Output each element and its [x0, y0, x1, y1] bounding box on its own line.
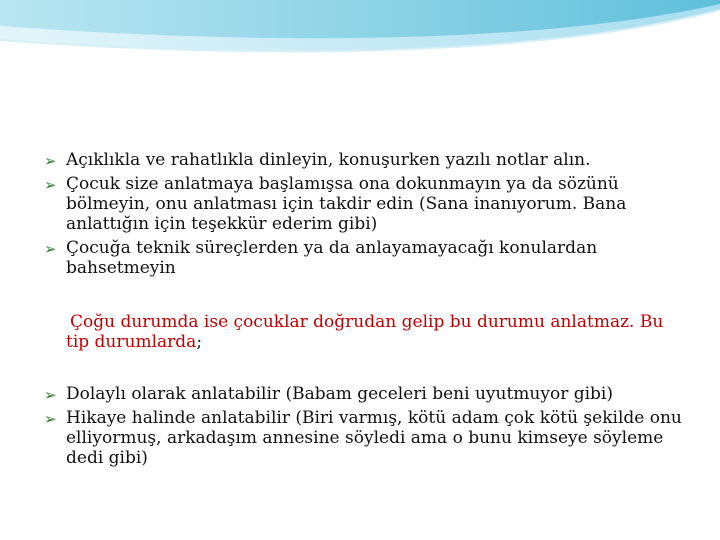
arrow-bullet-icon: ➢ [44, 176, 57, 194]
arrow-bullet-icon: ➢ [44, 410, 57, 428]
note-tail: ; [196, 332, 203, 352]
bullet-text: Hikaye halinde anlatabilir (Biri varmış, kötü adam çok kötü şekilde onu elliyormuş, arkadaşım annesine söyledi ama o bunu kimseye söyleme dedi gibi) [66, 408, 682, 468]
bullet-item [44, 174, 684, 234]
bullet-item [44, 238, 684, 278]
top-wave-decoration [0, 0, 720, 80]
bullet-text: Çocuk size anlatmaya başlamışsa ona dokunmayın ya da sözünü bölmeyin, onu anlatması için takdir edin (Sana inanıyorum. Bana anlattığın için teşekkür ederim gibi) [66, 174, 627, 234]
note-paragraph [66, 312, 684, 352]
bullet-text: Çocuğa teknik süreçlerden ya da anlayamayacağı konulardan bahsetmeyin [66, 238, 598, 278]
note-text: Çoğu durumda ise çocuklar doğrudan gelip bu durumu anlatmaz. Bu tip durumlarda [66, 312, 664, 352]
bullet-item [44, 408, 684, 468]
bullet-text: Açıklıkla ve rahatlıkla dinleyin, konuşurken yazılı notlar alın. [66, 150, 591, 170]
slide-content [44, 150, 684, 472]
bullet-list-bottom [44, 384, 684, 468]
arrow-bullet-icon: ➢ [44, 152, 57, 170]
bullet-list-top [44, 150, 684, 278]
bullet-text: Dolaylı olarak anlatabilir (Babam geceleri beni uyutmuyor gibi) [66, 384, 614, 404]
arrow-bullet-icon: ➢ [44, 386, 57, 404]
bullet-item [44, 150, 684, 170]
arrow-bullet-icon: ➢ [44, 240, 57, 258]
bullet-item [44, 384, 684, 404]
